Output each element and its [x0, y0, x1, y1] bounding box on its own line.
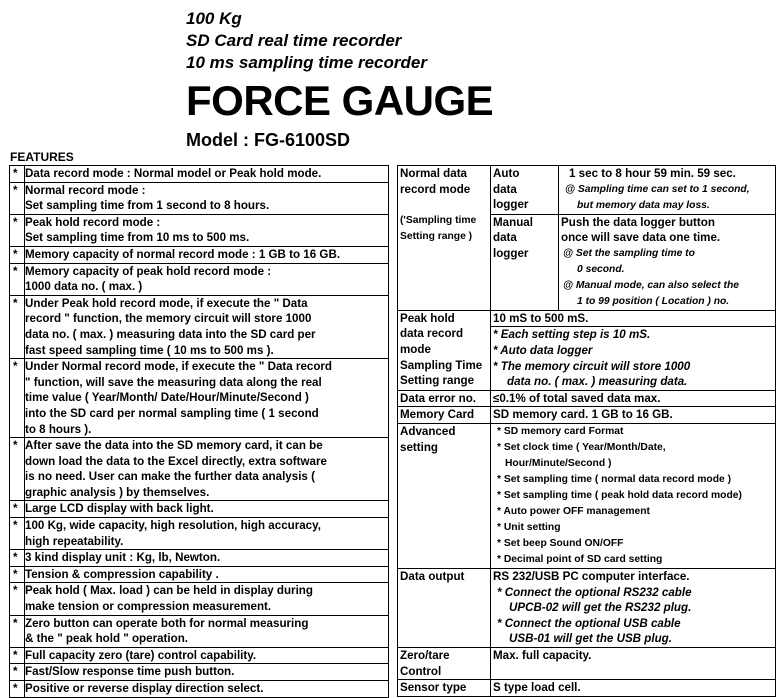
spec-auto-logger-label: Auto data logger [491, 166, 559, 215]
feature-line: Memory capacity of peak hold record mode : [25, 264, 272, 278]
spec-auto-logger-value: 1 sec to 8 hour 59 min. 59 sec. @ Sampling time can set to 1 second, but memory data may loss. [559, 166, 776, 215]
feature-bullet: * [10, 359, 25, 438]
feature-line: record " function, the memory circuit will store 1000 [25, 312, 312, 326]
features-heading: FEATURES [10, 150, 74, 164]
feature-line: Fast/Slow response time push button. [25, 665, 235, 679]
spec-row-zero-tare [398, 647, 776, 679]
spec-row-advanced [398, 423, 776, 568]
feature-row [10, 263, 389, 295]
spec-label-zero-tare: Zero/tare Control [398, 647, 491, 679]
feature-line: Data record mode : Normal model or Peak hold mode. [25, 167, 322, 180]
feature-text [25, 550, 389, 567]
feature-line: fast speed sampling time ( 10 ms to 500 ms ). [25, 343, 274, 357]
feature-text [25, 501, 389, 518]
feature-row [10, 166, 389, 183]
feature-row [10, 438, 389, 501]
spec-value-zero-tare: Max. full capacity. [491, 647, 776, 679]
spec-value-data-output: RS 232/USB PC computer interface. * Connect the optional RS232 cable UPCB-02 will get the RS232 plug. * Connect the optional USB cable USB-01 will get the USB plug. [491, 568, 776, 647]
feature-text [25, 295, 389, 358]
spec-row-sensor [398, 680, 776, 697]
feature-line: to 8 hours ). [25, 422, 92, 436]
feature-line: Tension & compression capability . [25, 567, 219, 581]
feature-text [25, 214, 389, 246]
feature-bullet: * [10, 583, 25, 615]
feature-line: 100 Kg, wide capacity, high resolution, high accuracy, [25, 519, 321, 533]
feature-text [25, 438, 389, 501]
model-number: Model : FG-6100SD [186, 130, 351, 150]
feature-row [10, 664, 389, 681]
spec-row-data-output [398, 568, 776, 647]
feature-row [10, 295, 389, 358]
feature-line: & the " peak hold " operation. [25, 632, 189, 646]
features-table [9, 165, 389, 698]
feature-bullet: * [10, 438, 25, 501]
feature-bullet: * [10, 647, 25, 664]
subtitle-sampling: 10 ms sampling time recorder [186, 53, 427, 72]
feature-row [10, 550, 389, 567]
feature-row [10, 359, 389, 438]
page-title: FORCE GAUGE [186, 77, 494, 124]
feature-text [25, 166, 389, 183]
feature-line: is no need. User can make the further data analysis ( [25, 470, 315, 484]
subtitle-capacity: 100 Kg [186, 9, 242, 28]
feature-bullet: * [10, 615, 25, 647]
feature-row [10, 182, 389, 214]
feature-row [10, 566, 389, 583]
feature-row [10, 615, 389, 647]
spec-manual-logger-label: Manual data logger [491, 214, 559, 310]
feature-line: time value ( Year/Month/ Date/Hour/Minute/Second ) [25, 391, 309, 405]
feature-text [25, 518, 389, 550]
spec-row-memory-card [398, 407, 776, 424]
feature-row [10, 501, 389, 518]
spec-label-peak-hold: Peak hold data record mode Sampling Time Setting range [398, 310, 491, 390]
feature-bullet: * [10, 182, 25, 214]
feature-bullet: * [10, 501, 25, 518]
feature-line: Set sampling time from 1 second to 8 hours. [25, 199, 270, 213]
feature-line: After save the data into the SD memory card, it can be [25, 439, 323, 453]
spec-label-data-error: Data error no. [398, 390, 491, 407]
spec-row-peak-hold [398, 310, 776, 390]
feature-line: Peak hold record mode : [25, 215, 161, 229]
feature-row [10, 246, 389, 263]
feature-line: " function, will save the measuring data along the real [25, 375, 322, 389]
feature-line: Peak hold ( Max. load ) can be held in display during [25, 584, 313, 598]
feature-line: Set sampling time from 10 ms to 500 ms. [25, 231, 250, 245]
specifications-table [397, 165, 776, 697]
feature-line: Normal record mode : [25, 183, 146, 197]
feature-text [25, 566, 389, 583]
feature-bullet: * [10, 263, 25, 295]
feature-text [25, 615, 389, 647]
feature-text [25, 583, 389, 615]
spec-label-normal-record: Normal data record mode ('Sampling time Setting range ) [398, 166, 491, 311]
feature-bullet: * [10, 681, 25, 698]
feature-row [10, 214, 389, 246]
spec-value-memory-card: SD memory card. 1 GB to 16 GB. [491, 407, 776, 424]
feature-bullet: * [10, 550, 25, 567]
spec-value-data-error: ≤0.1% of total saved data max. [491, 390, 776, 407]
feature-bullet: * [10, 246, 25, 263]
feature-text [25, 359, 389, 438]
feature-line: data no. ( max. ) measuring data into the SD card per [25, 327, 316, 341]
spec-value-sensor: S type load cell. [491, 680, 776, 697]
feature-line: Under Normal record mode, if execute the " Data record [25, 360, 333, 374]
spec-label-memory-card: Memory Card [398, 407, 491, 424]
feature-text [25, 647, 389, 664]
feature-line: into the SD card per normal sampling time ( 1 second [25, 406, 319, 420]
feature-line: high repeatability. [25, 534, 124, 548]
feature-bullet: * [10, 566, 25, 583]
subtitle-sd-card: SD Card real time recorder [186, 31, 402, 50]
feature-text [25, 182, 389, 214]
feature-line: 3 kind display unit : Kg, lb, Newton. [25, 551, 221, 565]
spec-manual-logger-value: Push the data logger button once will save data one time. @ Set the sampling time to 0 second. @ Manual mode, can also select the 1 to 99 position ( Location ) no. [559, 214, 776, 310]
spec-label-advanced: Advanced setting [398, 423, 491, 568]
feature-line: Positive or reverse display direction select. [25, 682, 264, 695]
feature-line: Zero button can operate both for normal measuring [25, 616, 309, 630]
feature-text [25, 263, 389, 295]
feature-bullet: * [10, 664, 25, 681]
feature-line: down load the data to the Excel directly, extra software [25, 454, 327, 468]
feature-line: graphic analysis ) by themselves. [25, 485, 210, 499]
feature-line: Memory capacity of normal record mode : 1 GB to 16 GB. [25, 247, 341, 261]
feature-line: make tension or compression measurement. [25, 600, 272, 614]
feature-bullet: * [10, 518, 25, 550]
feature-line: Large LCD display with back light. [25, 502, 214, 516]
feature-row [10, 518, 389, 550]
feature-bullet: * [10, 214, 25, 246]
spec-value-advanced: * SD memory card Format * Set clock time ( Year/Month/Date, Hour/Minute/Second ) * Set sampling time ( normal data record mode ) * Set sampling time ( peak hold data record mode) * Auto power OFF management * Unit setting * Set beep Sound ON/OFF * Decimal point of SD card setting [491, 423, 776, 568]
spec-label-data-output: Data output [398, 568, 491, 647]
feature-text [25, 664, 389, 681]
spec-label-sensor: Sensor type [398, 680, 491, 697]
spec-row-data-error [398, 390, 776, 407]
feature-line: Under Peak hold record mode, if execute the " Data [25, 296, 308, 310]
feature-row [10, 583, 389, 615]
spec-row-normal-auto [398, 166, 776, 215]
feature-line: Full capacity zero (tare) control capability. [25, 648, 257, 662]
spec-value-peak-hold: 10 mS to 500 mS. * Each setting step is 10 mS. * Auto data logger * The memory circuit will store 1000 data no. ( max. ) measuring data. [491, 310, 776, 390]
feature-bullet: * [10, 295, 25, 358]
feature-line: 1000 data no. ( max. ) [25, 280, 143, 294]
feature-row [10, 647, 389, 664]
feature-bullet: * [10, 166, 25, 183]
feature-text [25, 246, 389, 263]
